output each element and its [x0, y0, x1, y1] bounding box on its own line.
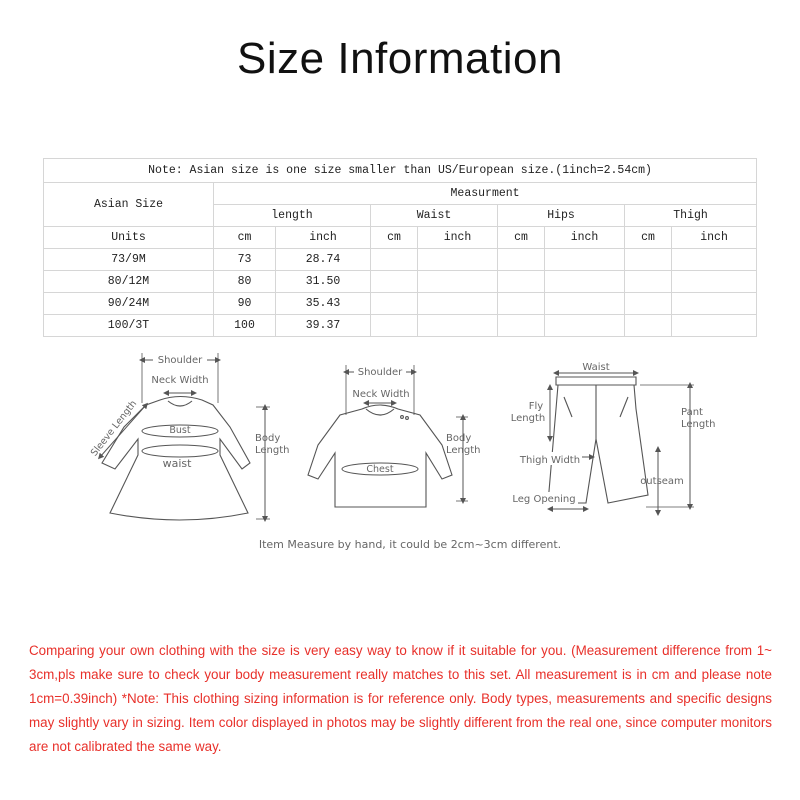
empty-cell — [672, 293, 757, 315]
dress-diagram — [89, 353, 290, 520]
shirt-neck-width-label: Neck Width — [352, 389, 410, 400]
length-header: length — [214, 205, 371, 227]
empty-cell — [498, 271, 545, 293]
asian-size-header: Asian Size — [44, 183, 214, 227]
units-row — [44, 227, 757, 249]
measurement-header: Measurment — [214, 183, 757, 205]
empty-cell — [498, 315, 545, 337]
size-table — [43, 158, 757, 337]
unit-cell: inch — [418, 227, 498, 249]
table-header-row — [44, 183, 757, 205]
length-cm-cell: 90 — [214, 293, 276, 315]
unit-cell: cm — [498, 227, 545, 249]
table-row — [44, 249, 757, 271]
shirt-shoulder-label: Shoulder — [357, 367, 403, 378]
empty-cell — [418, 315, 498, 337]
dress-body-length-label-2: Length — [255, 445, 290, 456]
dress-waist-ellipse — [142, 445, 218, 457]
pants-waist-label: Waist — [582, 362, 610, 373]
table-row — [44, 293, 757, 315]
pants-length-label-1: Pant — [681, 407, 703, 418]
length-inch-cell: 39.37 — [276, 315, 371, 337]
unit-cell: inch — [672, 227, 757, 249]
pants-shape — [548, 377, 648, 503]
length-cm-cell: 80 — [214, 271, 276, 293]
length-inch-cell: 35.43 — [276, 293, 371, 315]
thigh-header: Thigh — [625, 205, 757, 227]
pants-length-label-2: Length — [681, 419, 716, 430]
unit-cell: cm — [214, 227, 276, 249]
measurement-diagram — [80, 345, 720, 530]
empty-cell — [418, 293, 498, 315]
dress-bust-label: Bust — [169, 425, 191, 436]
empty-cell — [371, 271, 418, 293]
sizing-disclaimer: Comparing your own clothing with the size is very easy way to know if it suitable for you. (Measurement difference from 1~ 3cm,pls make sure to check your body measurement really matches to this set. All measurement is in cm and please note 1cm=0.39inch) *Note: This clothing sizing information is for reference only. Body types, measurements and specific designs may slightly vary in sizing. Item color displayed in photos may be slightly different from the real one, since computer monitors are not calibrated the same way. — [29, 643, 772, 754]
size-cell: 80/12M — [44, 271, 214, 293]
length-inch-cell: 28.74 — [276, 249, 371, 271]
dress-waist-label: waist — [162, 457, 192, 470]
pants-fly-length-label-2: Length — [510, 413, 546, 424]
unit-cell: inch — [276, 227, 371, 249]
empty-cell — [545, 249, 625, 271]
empty-cell — [625, 249, 672, 271]
dress-neck-width-label: Neck Width — [151, 375, 209, 386]
pants-thigh-width-label: Thigh Width — [519, 455, 581, 466]
shirt-diagram — [308, 365, 481, 507]
unit-cell: inch — [545, 227, 625, 249]
shirt-chest-label: Chest — [366, 464, 394, 475]
pants-leg-opening-label: Leg Opening — [512, 494, 576, 505]
dress-shoulder-label: Shoulder — [157, 355, 203, 366]
shirt-body-length-label-1: Body — [446, 433, 472, 444]
empty-cell — [545, 293, 625, 315]
unit-cell: cm — [371, 227, 418, 249]
empty-cell — [672, 271, 757, 293]
table-row — [44, 271, 757, 293]
empty-cell — [672, 249, 757, 271]
table-row — [44, 315, 757, 337]
size-cell: 73/9M — [44, 249, 214, 271]
empty-cell — [371, 315, 418, 337]
unit-cell: cm — [625, 227, 672, 249]
empty-cell — [545, 271, 625, 293]
size-cell: 90/24M — [44, 293, 214, 315]
length-cm-cell: 73 — [214, 249, 276, 271]
empty-cell — [498, 293, 545, 315]
units-label: Units — [44, 227, 214, 249]
shirt-body-length-label-2: Length — [446, 445, 481, 456]
pants-diagram — [510, 362, 716, 513]
waist-header: Waist — [371, 205, 498, 227]
pants-fly-length-label-1: Fly — [528, 401, 544, 412]
empty-cell — [371, 293, 418, 315]
length-inch-cell: 31.50 — [276, 271, 371, 293]
page-title: Size Information — [237, 34, 563, 83]
length-cm-cell: 100 — [214, 315, 276, 337]
measure-note: Item Measure by hand, it could be 2cm~3cm different. — [258, 538, 562, 551]
empty-cell — [672, 315, 757, 337]
shirt-shape — [308, 405, 452, 507]
hips-header: Hips — [498, 205, 625, 227]
table-note: Note: Asian size is one size smaller than US/European size.(1inch=2.54cm) — [44, 159, 757, 183]
empty-cell — [498, 249, 545, 271]
empty-cell — [625, 293, 672, 315]
empty-cell — [418, 249, 498, 271]
pants-outseam-label: outseam — [640, 476, 684, 487]
table-note-row — [44, 159, 757, 183]
dress-sleeve-length-label: Sleeve Length — [88, 398, 140, 459]
empty-cell — [418, 271, 498, 293]
empty-cell — [545, 315, 625, 337]
size-cell: 100/3T — [44, 315, 214, 337]
empty-cell — [371, 249, 418, 271]
empty-cell — [625, 315, 672, 337]
dress-body-length-label-1: Body — [255, 433, 281, 444]
empty-cell — [625, 271, 672, 293]
